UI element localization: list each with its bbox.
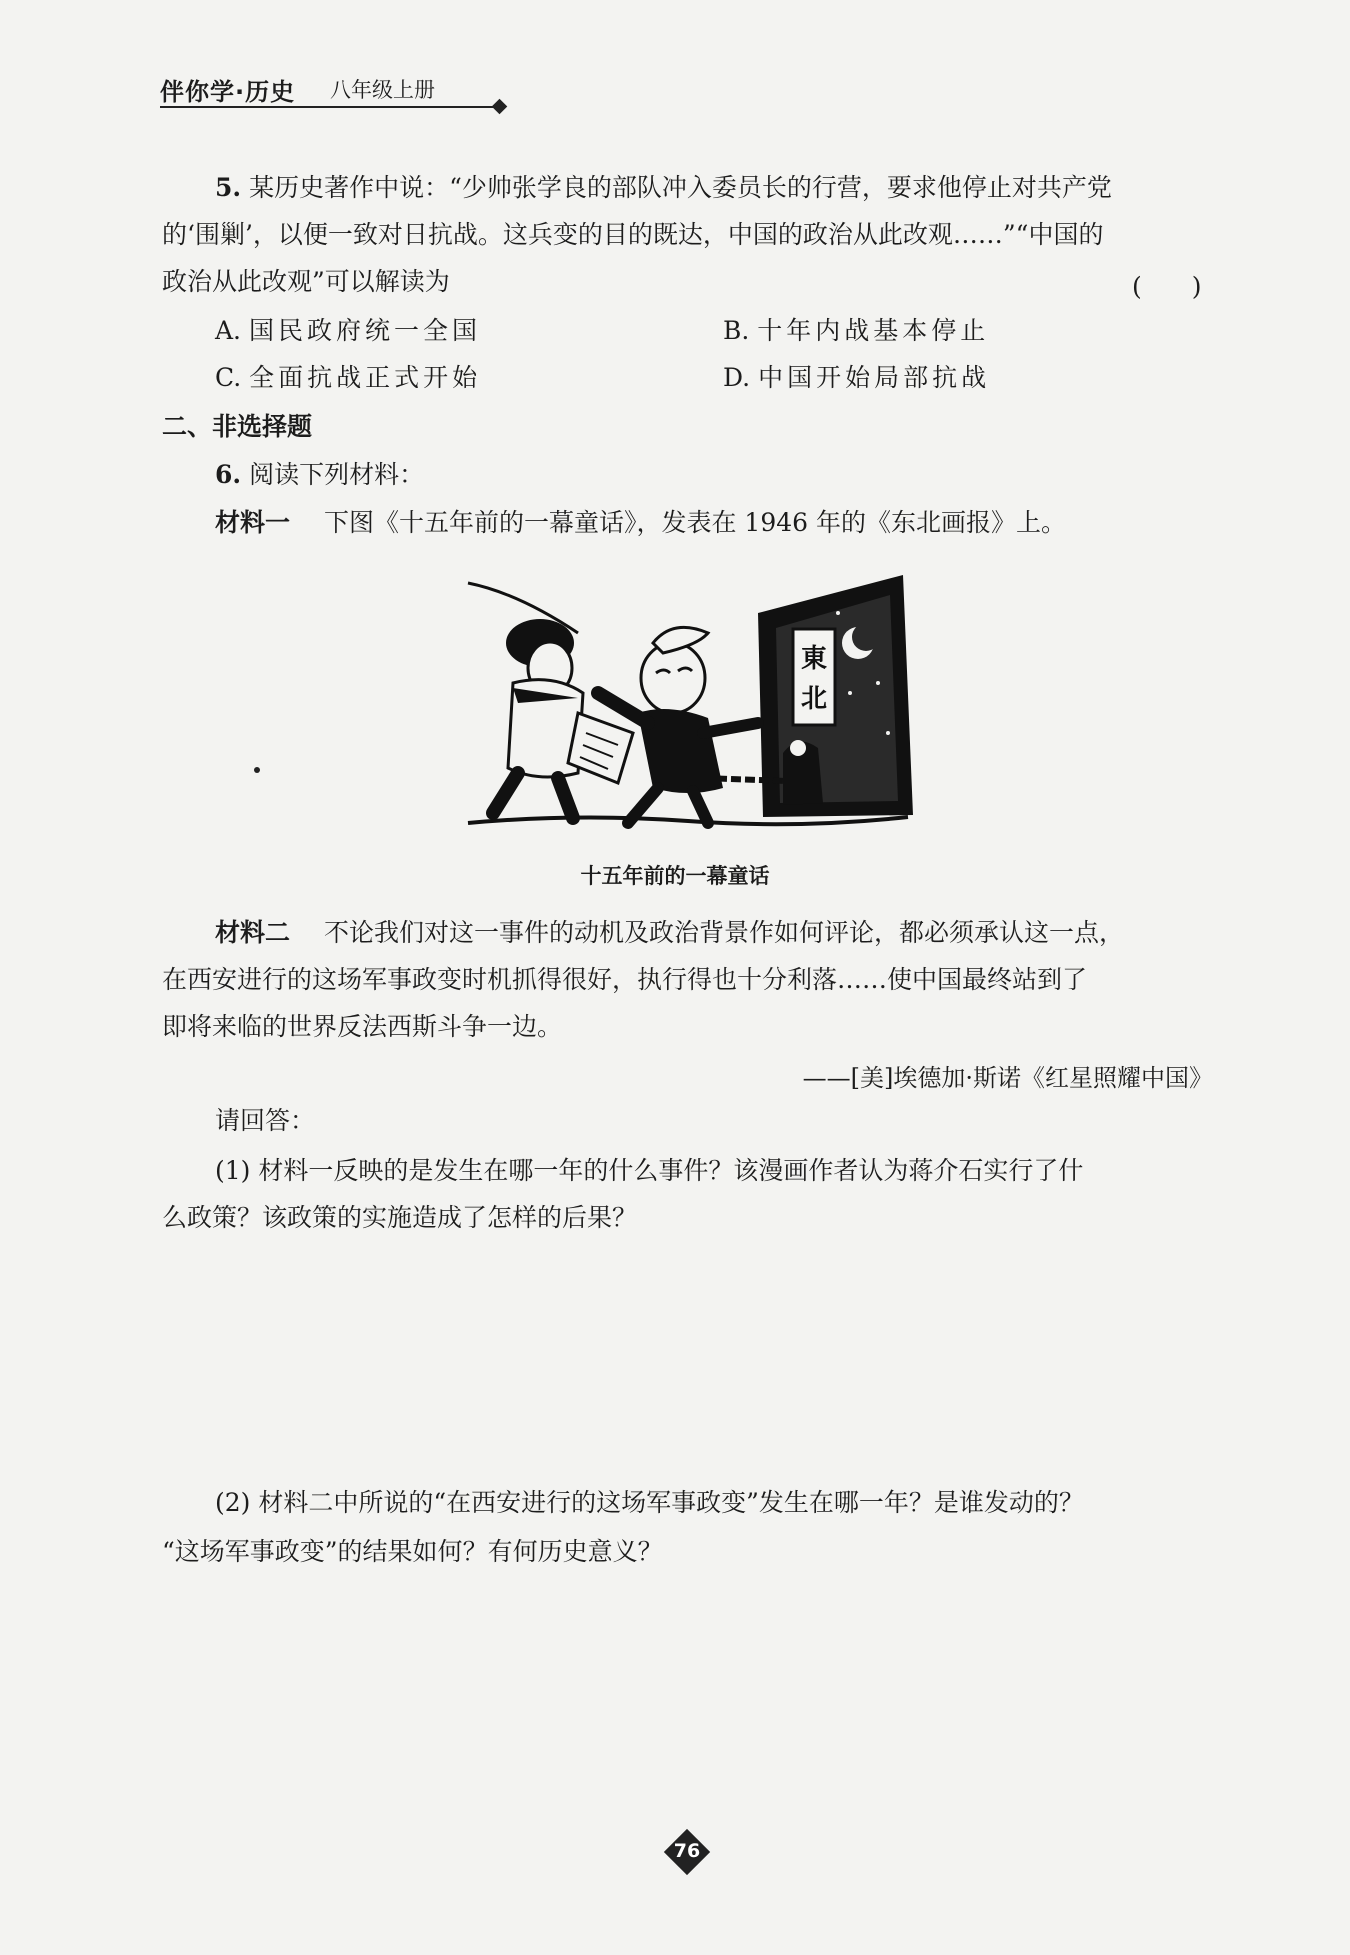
answer-prompt: 请回答： — [215, 1106, 316, 1135]
book-brand: 伴你学·历史 — [160, 78, 296, 106]
option-letter: C. — [215, 363, 242, 392]
q5-option-d — [723, 363, 990, 393]
material1-label: 材料一 — [215, 508, 291, 537]
q6-number: 6. — [215, 460, 242, 489]
q5-line-3: 政治从此改观”可以解读为 — [162, 267, 450, 296]
option-text: 国民政府统一全国 — [248, 316, 481, 345]
option-letter: A. — [215, 316, 242, 345]
q5-line-1 — [215, 173, 1112, 203]
q5-option-b — [723, 316, 989, 346]
option-text: 全面抗战正式开始 — [249, 363, 482, 392]
material2-label: 材料二 — [215, 918, 291, 947]
q5-line-2: 的‘围剿’，以便一致对日抗战。这兵变的目的既达，中国的政治从此改观……”“中国的 — [162, 220, 1104, 249]
section-title: 二、非选择题 — [162, 412, 313, 441]
q6-intro-line — [215, 460, 424, 490]
sub-question-1-line-2: 么政策？该政策的实施造成了怎样的后果？ — [162, 1203, 638, 1232]
material2-source: ——[美]埃德加·斯诺《红星照耀中国》 — [802, 1064, 1213, 1092]
material2-line-2: 在西安进行的这场军事政变时机抓得很好，执行得也十分利落……使中国最终站到了 — [162, 965, 1088, 994]
q5-stem-1: 某历史著作中说：“少帅张学良的部队冲入委员长的行营，要求他停止对共产党 — [249, 173, 1112, 202]
header-rule — [160, 106, 498, 108]
sign-top-char: 東 — [800, 644, 828, 674]
material1-text: 下图《十五年前的一幕童话》，发表在 1946 年的《东北画报》上。 — [323, 508, 1066, 537]
stray-dot — [254, 767, 260, 773]
header-diamond-icon — [492, 99, 508, 115]
option-text: 中国开始局部抗战 — [758, 363, 991, 392]
cartoon-figure — [458, 573, 913, 831]
option-letter: B. — [723, 316, 750, 345]
option-text: 十年内战基本停止 — [757, 316, 990, 345]
sub-question-2-line-1: (2) 材料二中所说的“在西安进行的这场军事政变”发生在哪一年？是谁发动的？ — [215, 1488, 1084, 1517]
q6-intro: 阅读下列材料： — [249, 460, 425, 489]
sign-bottom-char: 北 — [800, 684, 828, 714]
q5-answer-paren: ( ) — [1132, 272, 1202, 301]
page-header — [160, 72, 520, 112]
material2-line-1 — [215, 918, 1124, 948]
material2-text-1: 不论我们对这一事件的动机及政治背景作如何评论，都必须承认这一点， — [323, 918, 1124, 947]
page-number — [666, 1831, 708, 1873]
q5-option-c — [215, 363, 481, 393]
sub-question-2-line-2: “这场军事政变”的结果如何？有何历史意义？ — [162, 1537, 663, 1566]
material1-line — [215, 508, 1066, 538]
sub-question-1-line-1: (1) 材料一反映的是发生在哪一年的什么事件？该漫画作者认为蒋介石实行了什 — [215, 1156, 1084, 1185]
page-number-text: 76 — [673, 1840, 701, 1862]
figure-caption: 十五年前的一幕童话 — [580, 864, 770, 888]
q5-number: 5. — [215, 173, 242, 202]
q5-option-a — [215, 316, 481, 346]
option-letter: D. — [723, 363, 751, 392]
book-grade: 八年级上册 — [330, 78, 435, 102]
material2-line-3: 即将来临的世界反法西斯斗争一边。 — [162, 1012, 563, 1041]
